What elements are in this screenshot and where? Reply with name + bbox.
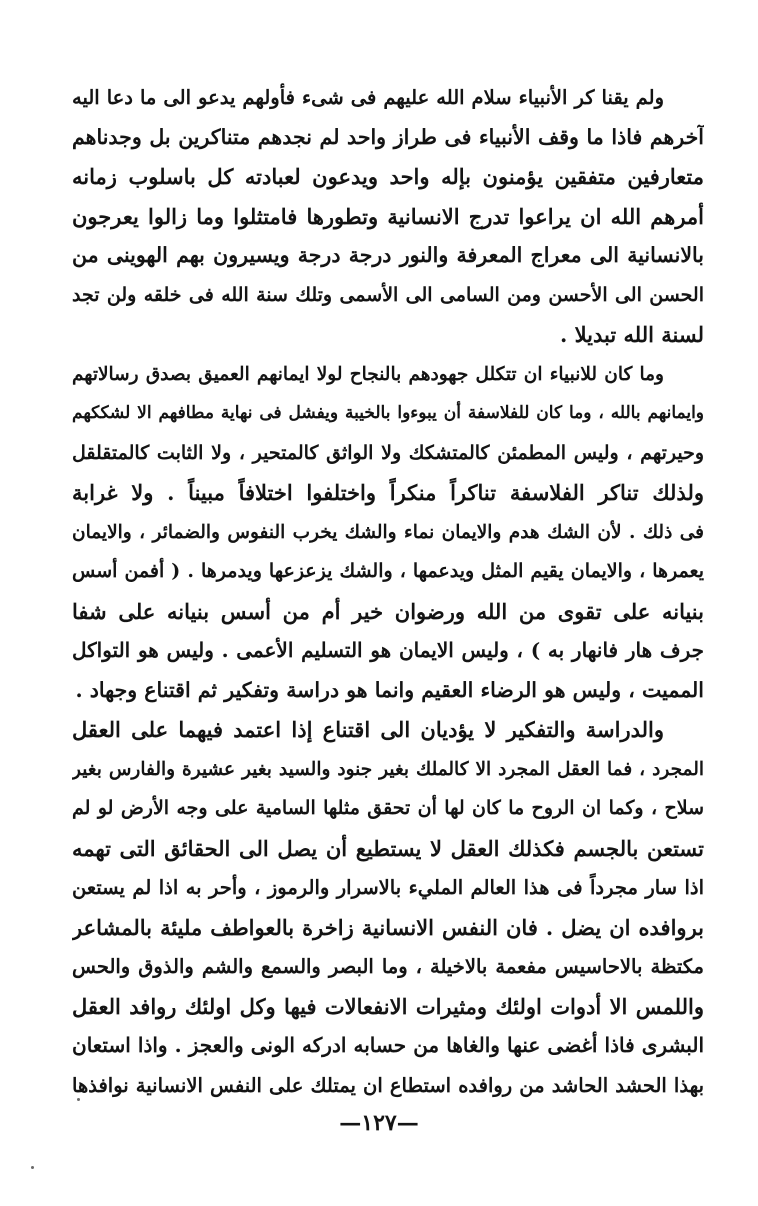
text-line: فى ذلك . لأن الشك هدم والايمان نماء والشك يخرب النفوس والضمائر ، والايمان: [72, 521, 704, 543]
text-line: واللمس الا أدوات اولئك ومثيرات الانفعالات فيها وكل اولئك روافد العقل: [72, 993, 704, 1019]
text-line: بنيانه على تقوى من الله ورضوان خير أم من أسس بنيانه على شفا: [72, 598, 704, 624]
page-number: —١٢٧—: [339, 1110, 419, 1136]
text-line: سلاح ، وكما ان الروح ما كان لها أن تحقق مثلها السامية على وجه الأرض لو لم: [72, 797, 704, 819]
text-line: أمرهم الله ان يراعوا تدرج الانسانية وتطورها فامتثلوا وما زالوا يعرجون: [72, 203, 704, 229]
scan-speck: [31, 1166, 34, 1169]
text-line: بالانسانية الى معراج المعرفة والنور درجة درجة ويسيرون بهم الهوينى من: [72, 243, 704, 267]
paragraph-1: [72, 78, 704, 355]
text-line: المجرد ، فما العقل المجرد الا كالملك بغير جنود والسيد بغير عشيرة والفارس بغير: [72, 758, 704, 780]
text-line: البشرى فاذا أغضى عنها والغاها من حسابه ادركه الونى والعجز . واذا استعان: [72, 1033, 704, 1057]
text-line: مكتظة بالاحاسيس مفعمة بالاخيلة ، وما البصر والسمع والشم والذوق والحس: [72, 955, 704, 978]
body-text: [72, 78, 704, 1105]
text-line: جرف هار فانهار به ) ، وليس الايمان هو التسليم الأعمى . وليس هو التواكل: [72, 638, 704, 662]
text-line: والدراسة والتفكير لا يؤديان الى اقتناع إذا اعتمد فيهما على العقل: [72, 717, 664, 742]
text-line: ولذلك تناكر الفلاسفة تناكراً منكراً واختلفوا اختلافاً مبيناً . ولا غرابة: [72, 480, 704, 505]
text-line: بهذا الحشد الحاشد من روافده استطاع ان يمتلك على النفس الانسانية نوافذها: [72, 1073, 704, 1097]
text-line: يعمرها ، والايمان يقيم المثل ويدعمها ، والشك يزعزعها ويدمرها . ( أفمن أسس: [72, 560, 704, 582]
text-line: وايمانهم بالله ، وما كان للفلاسفة أن يبوءوا بالخيبة ويفشل فى نهاية مطافهم الا لشككهم: [72, 403, 704, 423]
text-line: اذا سار مجرداً فى هذا العالم المليء بالاسرار والرموز ، وأحر به اذا لم يستعن: [72, 876, 704, 899]
scan-speck: [77, 1098, 80, 1101]
text-line: بروافده ان يضل . فان النفس الانسانية زاخرة بالعواطف مليئة بالمشاعر: [72, 914, 704, 940]
text-line: متعارفين متفقين يؤمنون بإله واحد ويدعون لعبادته كل باسلوب زمانه: [72, 164, 704, 189]
paragraph-2: [72, 355, 704, 711]
paragraph-3: [72, 710, 704, 1105]
text-line: المميت ، وليس هو الرضاء العقيم وانما هو دراسة وتفكير ثم اقتناع وجهاد .: [75, 677, 704, 702]
text-line: وما كان للانبياء ان تتكلل جهودهم بالنجاح لولا ايمانهم العميق بصدق رسالاتهم: [72, 363, 664, 385]
text-line: الحسن الى الأحسن ومن السامى الى الأسمى وتلك سنة الله فى خلقه ولن تجد: [72, 283, 704, 306]
text-line: وحيرتهم ، وليس المطمئن كالمتشكك ولا الواثق كالمتحير ، ولا الثابت كالمتقلقل: [72, 441, 704, 464]
text-line: لسنة الله تبديلا .: [560, 322, 704, 347]
text-line: آخرهم فاذا ما وقف الأنبياء فى طراز واحد لم نجدهم متناكرين بل وجدناهم: [72, 124, 704, 149]
text-line: ولم يقنا كر الأنبياء سلام الله عليهم فى شىء فأولهم يدعو الى ما دعا اليه: [72, 86, 664, 109]
text-line: تستعن بالجسم فكذلك العقل لا يستطيع أن يصل الى الحقائق التى تهمه: [72, 835, 704, 861]
